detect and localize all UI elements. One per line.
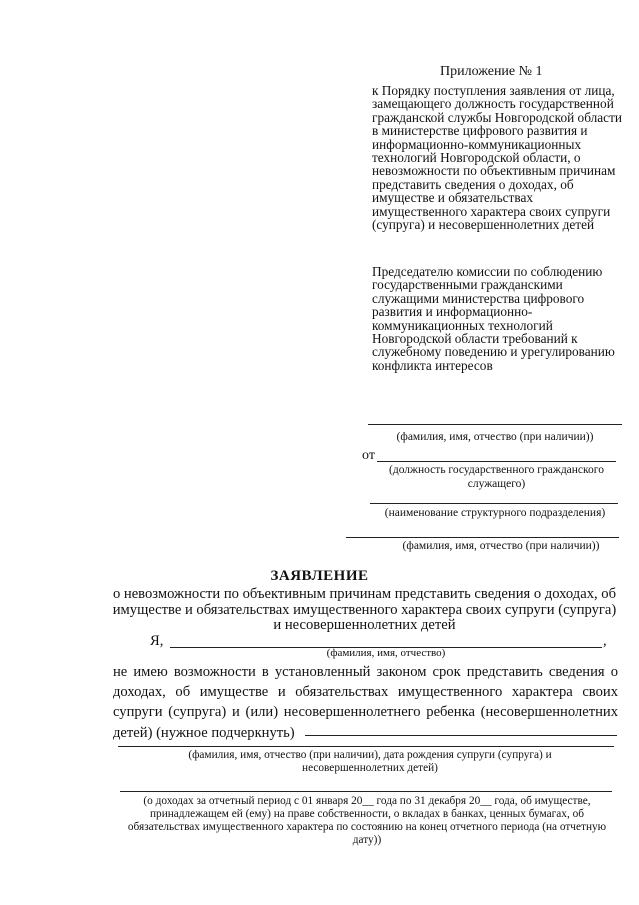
family-line[interactable] [118, 746, 614, 747]
caption-period: (о доходах за отчетный период с 01 января 20__ года по 31 декабря 20__ года, об имуществе, принадлежащем ей (ему) на праве собственности, о вкладах в банках, ценных бумагах, об обязательствах имущественного характера по состоянию на конец отчетного периода (на отчетную дату)) [127, 795, 607, 846]
statement-title: ЗАЯВЛЕНИЕ [270, 568, 369, 584]
position-line[interactable] [377, 461, 616, 462]
applicant-name-line[interactable] [346, 537, 619, 538]
caption-fio-short: (фамилия, имя, отчество) [326, 647, 446, 659]
caption-fio-chairman: (фамилия, имя, отчество (при наличии)) [396, 431, 594, 443]
i-label: Я, [150, 633, 164, 649]
from-label: от [362, 448, 375, 463]
caption-family: (фамилия, имя, отчество (при наличии), дата рождения супруги (супруга) и несовершеннолетних детей) [188, 749, 552, 774]
statement-subtitle: о невозможности по объективным причинам представить сведения о доходах, об имуществе и обязательствах имущественного характера своих супруги (супруга) и несовершеннолетних детей [112, 586, 617, 633]
statement-body: не имею возможности в установленный законом срок представить сведения о доходах, об имуществе и обязательствах имущественного характера своих супруги (супруга) и (или) несовершеннолетнего ребенка (несовершеннолетних детей) (нужное подчеркнуть) [113, 664, 618, 741]
appendix-description: к Порядку поступления заявления от лица, замещающего должность государственной гражданской службы Новгородской области в министерстве цифрового развития и информационно-коммуникационных технологий Новгородской области, о невозможности по объективным причинам представить сведения о доходах, об имуществе и обязательствах имущественного характера своих супруги (супруга) и несовершеннолетних детей [372, 83, 622, 233]
appendix-title: Приложение № 1 [440, 64, 543, 79]
family-inline-line[interactable] [305, 735, 617, 736]
unit-line[interactable] [370, 503, 618, 504]
chairman-name-line[interactable] [368, 424, 622, 425]
caption-fio-applicant: (фамилия, имя, отчество (при наличии)) [402, 540, 600, 552]
addressee-block: Председателю комиссии по соблюдению государственными гражданскими служащими министерства цифрового развития и информационно-коммуникационных технологий Новгородской области требований к служебному поведению и урегулированию конфликта интересов [372, 264, 615, 373]
caption-unit: (наименование структурного подразделения) [384, 507, 606, 519]
i-comma: , [603, 633, 607, 649]
period-line[interactable] [120, 791, 612, 792]
caption-position: (должность государственного гражданского служащего) [389, 464, 604, 490]
